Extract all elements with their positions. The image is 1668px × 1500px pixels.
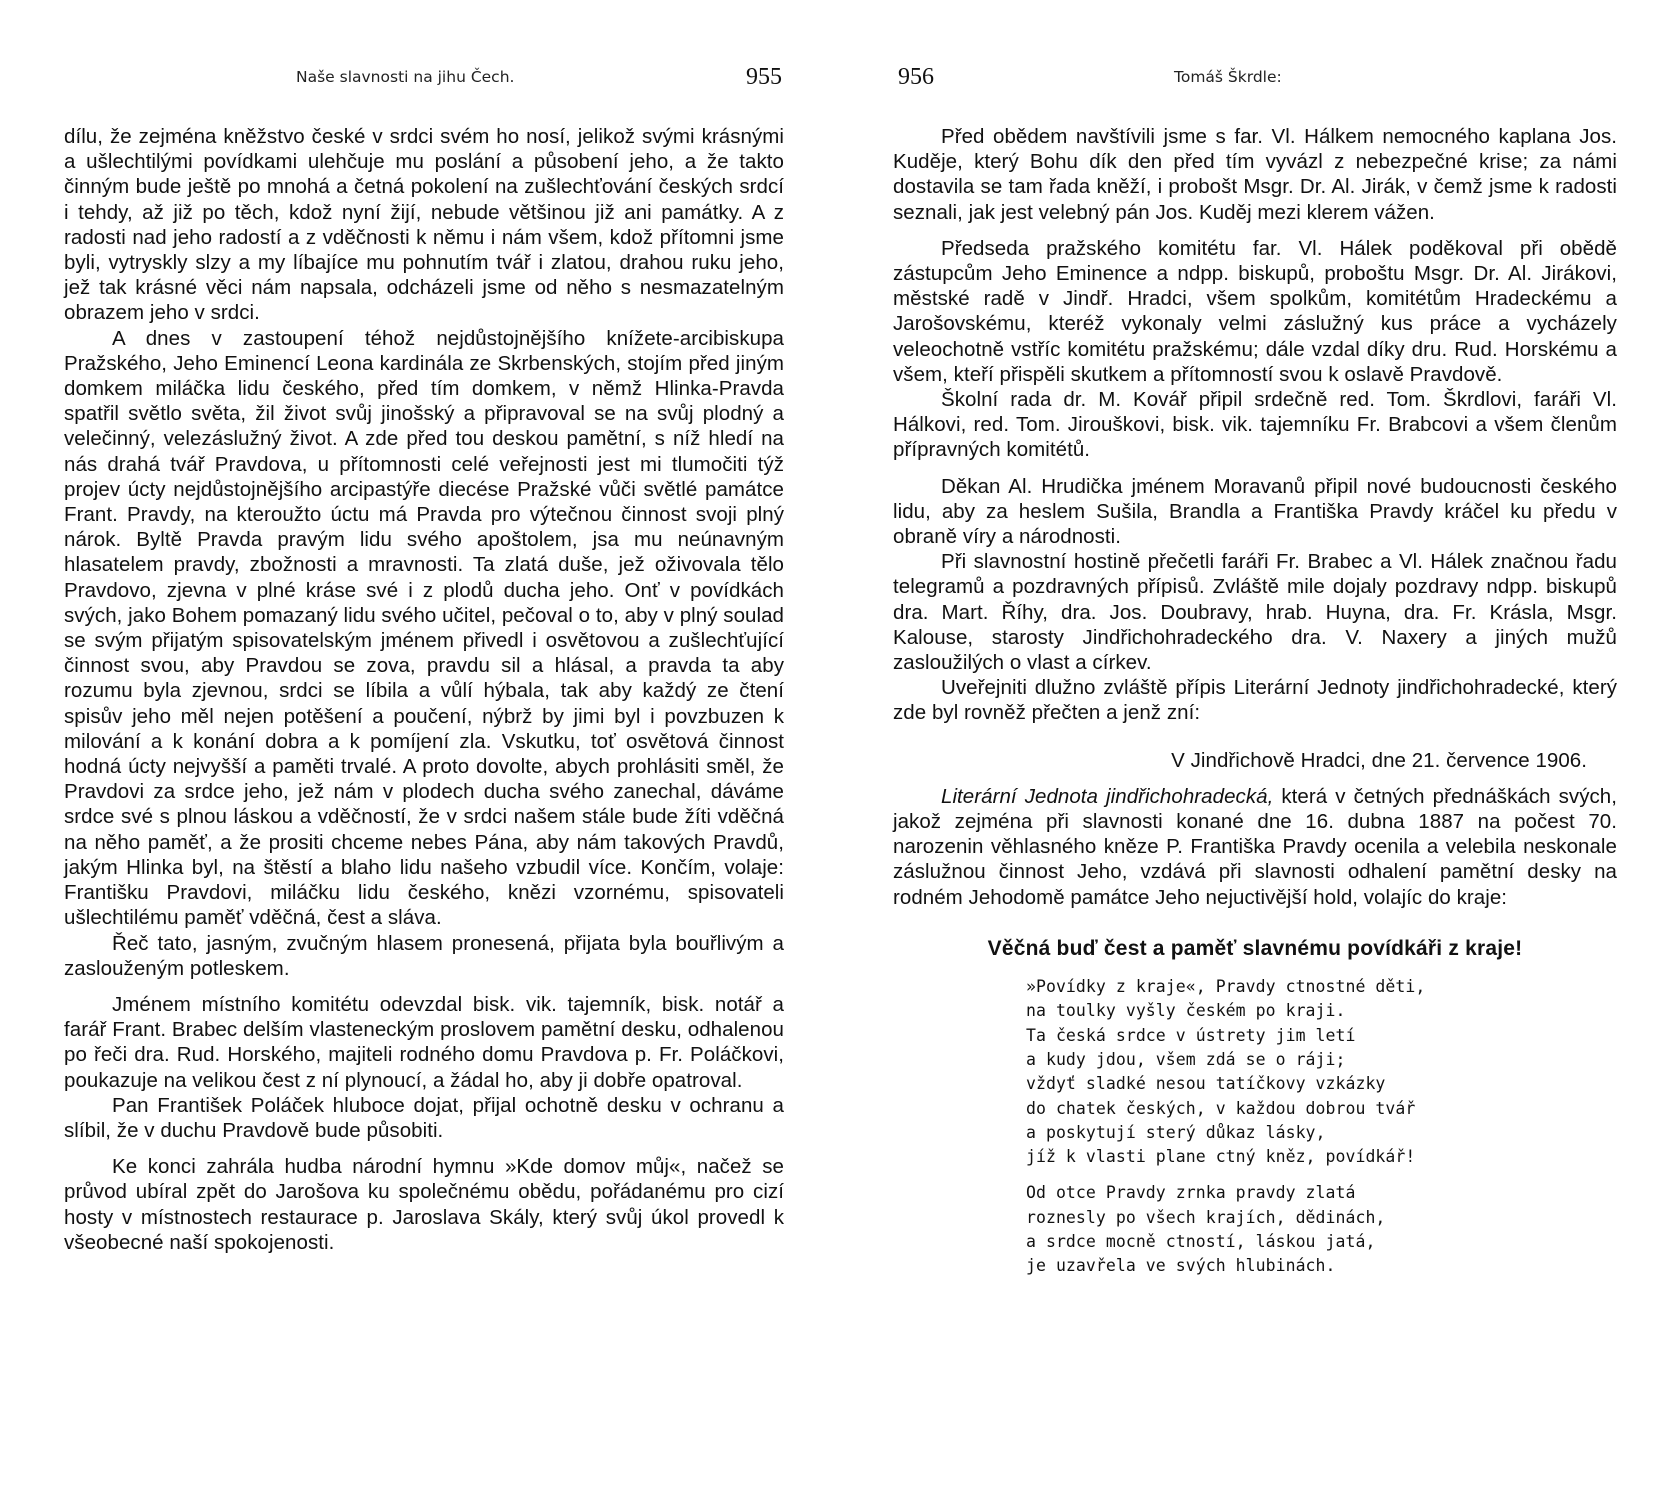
poem-verse: je uzavřela ve svých hlubinách. bbox=[1026, 1256, 1336, 1276]
paragraph: Řeč tato, jasným, zvučným hlasem pronesená, přijata byla bouřlivým a zaslouženým potleskem. bbox=[64, 931, 784, 980]
page-number: 956 bbox=[898, 64, 934, 90]
paragraph: Před obědem navštívili jsme s far. Vl. Hálkem nemocného kaplana Jos. Kuděje, který Bohu dík den před tím vyvázl z nebezpečné krise; za námi dostavila se tam řada kněží, i probošt Msgr. Dr. Al. Jirák, v čemž jsme k radosti seznali, jak jest velebný pán Jos. Kuděj mezi klerem vážen. bbox=[893, 125, 1617, 224]
running-title: Tomáš Škrdle: bbox=[1174, 68, 1282, 86]
paragraph: Předseda pražského komitétu far. Vl. Hálek poděkoval při obědě zástupcům Jeho Eminence a ndpp. biskupů, proboštu Msgr. Dr. Al. Jirákovi, městské radě v Jindř. Hradci, všem spolkům, komitétům Hradeckému a Jarošovskému, kteréž vykonaly velmi záslužný kus práce a vycházely veleochotně vstříc komitétu pražskému; dále vzdal díky dru. Rud. Horskému a všem, kteří přispěli skutkem a přítomností svou k oslavě Pravdově. bbox=[893, 236, 1617, 386]
paragraph: Při slavnostní hostině přečetli faráři Fr. Brabec a Vl. Hálek značnou řadu telegramů a pozdravných přípisů. Zvláště mile dojaly pozdravy ndpp. biskupů dra. Mart. Říhy, dra. Jos. Doubravy, hrab. Huyna, dra. Fr. Krásla, Msgr. Kalouse, starosty Jindřichohradeckého dra. V. Naxery a jiných mužů zasloužilých o vlast a církev. bbox=[893, 550, 1617, 675]
letter-body: která v četných přednáškách svých, jakož zejména při slavnosti konané dne 16. dubna 1887 na počest 70. narozenin věhlasného kněze P. Františka Pravdy ocenila a velebila neskonale záslužnou činnost Jeho, vzdává při slavnosti odhalení pamětní desky na rodném Jehodomě památce Jeho nejuctivější hold, volajíc do kraje: bbox=[893, 784, 1618, 909]
poem-verse: a srdce mocně ctností, láskou jatá, bbox=[1026, 1232, 1376, 1252]
poem-verse: Od otce Pravdy zrnka pravdy zlatá bbox=[1026, 1183, 1356, 1203]
paragraph: Ke konci zahrála hudba národní hymnu »Kde domov můj«, načež se průvod ubíral zpět do Jarošova ku společnému obědu, pořádanému pro cizí hosty v místnostech restaurace p. Jaroslava Skály, který svůj úkol provedl k všeobecné naší spokojenosti. bbox=[64, 1155, 784, 1254]
poem-verse: »Povídky z kraje«, Pravdy ctnostné děti, bbox=[1026, 977, 1426, 997]
letter-paragraph bbox=[893, 784, 1617, 910]
left-page-text bbox=[64, 124, 784, 1255]
paragraph: Děkan Al. Hrudička jménem Moravanů připil nové budoucnosti českého lidu, aby za heslem Sušila, Brandla a Františka Pravdy kráčel ku předu v obraně víry a národnosti. bbox=[893, 474, 1617, 549]
dateline: V Jindřichově Hradci, dne 21. července 1906. bbox=[1171, 748, 1587, 772]
paragraph: Jménem místního komitétu odevzdal bisk. vik. tajemník, bisk. notář a farář Frant. Brabec delším vlasteneckým proslovem pamětní desku, odhalenou po řeči dra. Rud. Horského, majiteli rodného domu Pravdova p. Fr. Poláčkovi, poukazuje na velikou čest z ní plynoucí, a žádal ho, aby ji dobře opatroval. bbox=[64, 992, 784, 1092]
poem-stanza bbox=[1026, 975, 1617, 1169]
running-title: Naše slavnosti na jihu Čech. bbox=[296, 68, 515, 86]
right-page bbox=[834, 0, 1668, 1500]
paragraph: Uveřejniti dlužno zvláště přípis Literární Jednoty jindřichohradecké, který zde byl rovněž přečten a jenž zní: bbox=[893, 676, 1617, 725]
letter-sender: Literární Jednota jindřichohradecká, bbox=[941, 784, 1274, 808]
poem-verse: na toulky vyšly českém po kraji. bbox=[1026, 1001, 1346, 1021]
poem-verse: vždyť sladké nesou tatíčkovy vzkázky bbox=[1026, 1074, 1386, 1094]
poem-verse: do chatek českých, v každou dobrou tvář bbox=[1026, 1098, 1416, 1118]
poem-verse: jíž k vlasti plane ctný kněz, povídkář! bbox=[1026, 1147, 1416, 1167]
slogan-heading: Věčná buď čest a paměť slavnému povídkáři z kraje! bbox=[987, 936, 1523, 960]
paragraph: Pan František Poláček hluboce dojat, přijal ochotně desku v ochranu a slíbil, že v duchu Pravdově bude působiti. bbox=[64, 1093, 784, 1142]
poem bbox=[1026, 975, 1617, 1279]
poem-stanza bbox=[1026, 1181, 1617, 1278]
right-page-text bbox=[893, 124, 1617, 1279]
paragraph: dílu, že zejména kněžstvo české v srdci svém ho nosí, jelikož svými krásnými a ušlechtilými povídkami ulehčuje mu poslání a působení jeho, a že takto činným bude ještě po mnohá a četná pokolení na zušlechťování českých srdcí i tehdy, až již po těch, kdož nyní žijí, nebude většinou již ani památky. A z radosti nad jeho radostí a z vděčnosti k němu i nám všem, kdož přítomni jsme byli, vytryskly slzy a my líbajíce mu pohnutím tvář i zlatou, drahou ruku jeho, jež tak krásné věci nám napsala, odcházeli jsme od něho s nesmazatelným obrazem jeho v srdci. bbox=[64, 125, 784, 325]
poem-verse: roznesly po všech krajích, dědinách, bbox=[1026, 1207, 1386, 1227]
poem-verse: Ta česká srdce v ústrety jim letí bbox=[1026, 1025, 1356, 1045]
page-number: 955 bbox=[746, 64, 782, 90]
paragraph: A dnes v zastoupení téhož nejdůstojnějšího knížete-arcibiskupa Pražského, Jeho Eminencí Leona kardinála ze Skrbenských, stojím před jiným domkem miláčka lidu českého, před tím domkem, v němž Hlinka-Pravda spatřil světlo světa, žil život svůj jinošský a připravoval se na svůj plodný a velečinný, velezáslužný život. A zde před tou deskou pamětní, s níž hledí na nás drahá tvář Pravdova, u přítomnosti celé veřejnosti jest mi tlumočiti týž projev úcty nejdůstojnějšího arcipastýře diecése Pražské vůči světlé památce Frant. Pravdy, na kteroužto úctu má Pravda pro výtečnou činnost svoji plný nárok. Byltě Pravda pravým lidu svého apoštolem, jsa mu neúnavným hlasatelem pravdy, zbožnosti a mravnosti. Ta zlatá duše, jež oživovala tělo Pravdovo, zjevna v plné kráse své i z plodů ducha jeho. Onť v povídkách svých, jako Bohem pomazaný lidu svého učitel, pečoval o to, aby v plný soulad se svým přijatým spisovatelským jménem přivedl i osvětovou a zušlechťující činnost svou, aby Pravdou se zova, pravdu sil a hlásal, a pravda ta aby rozumu byla zjevnou, srdci se líbila a vůlí hýbala, tak aby každý ze čtení spisův jeho měl nejen potěšení a poučení, nýbrž by jimi byl i povzbuzen k milování a k konání dobra a k pomíjení zla. Vskutku, toť osvětová činnost hodná úcty nejvyšší a paměti trvalé. A proto dovolte, abych prohlásiti směl, že Pravdovi za srdce jeho, jež nám v plodech ducha svého zanechal, dáváme srdce své s plnou láskou a vděčností, že v srdci našem stále bude žíti vděčná na něho paměť, a že prositi chceme nebes Pána, aby nám takových Pravdů, jakým Hlinka byl, na štěstí a blaho lidu našeho vzbudil více. Končím, volaje: Františku Pravdovi, miláčku lidu českého, knězi vzornému, spisovateli ušlechtilému paměť vděčná, čest a sláva. bbox=[64, 326, 784, 930]
paragraph: Školní rada dr. M. Kovář připil srdečně red. Tom. Škrdlovi, faráři Vl. Hálkovi, red. Tom. Jirouškovi, bisk. vik. tajemníku Fr. Brabcovi a všem členům přípravných komitétů. bbox=[893, 388, 1617, 462]
poem-verse: a poskytují sterý důkaz lásky, bbox=[1026, 1122, 1326, 1142]
poem-verse: a kudy jdou, všem zdá se o ráji; bbox=[1026, 1049, 1346, 1069]
